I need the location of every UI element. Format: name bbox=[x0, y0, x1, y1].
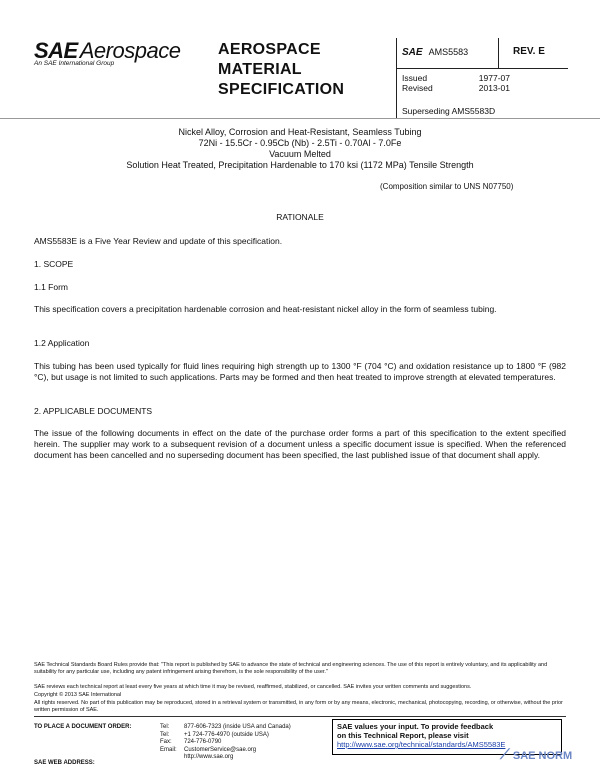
title-line: MATERIAL bbox=[218, 61, 302, 78]
email-link[interactable]: CustomerService@sae.org bbox=[184, 746, 257, 753]
footer-rule bbox=[34, 716, 566, 717]
title-line: AEROSPACE bbox=[218, 41, 321, 58]
section-1-1-text: This specification covers a precipitation hardenable corrosion and heat-resistant nickel alloy in the form of seamless tubing. bbox=[34, 304, 497, 314]
tel-value: 877-606-7323 (inside USA and Canada) bbox=[184, 724, 291, 730]
superseding-note: Superseding AMS5583D bbox=[402, 106, 496, 116]
composition-note: (Composition similar to UNS N07750) bbox=[380, 182, 514, 191]
document-number bbox=[402, 47, 468, 58]
section-2-heading: 2. APPLICABLE DOCUMENTS bbox=[34, 406, 153, 416]
sae-norm-watermark bbox=[500, 746, 572, 763]
email-label: Email: bbox=[160, 746, 177, 753]
web-address-label: SAE WEB ADDRESS: bbox=[34, 760, 95, 766]
document-type-title bbox=[218, 40, 344, 100]
logo-sae-text: SAE bbox=[34, 38, 78, 63]
footer-copyright: Copyright © 2013 SAE International bbox=[34, 692, 122, 698]
feedback-link[interactable]: http://www.sae.org/technical/standards/AMS5583E bbox=[337, 740, 506, 749]
logo-subtitle: An SAE International Group bbox=[34, 60, 115, 67]
section-1-1-heading: 1.1 Form bbox=[34, 282, 69, 292]
rationale-heading: RATIONALE bbox=[276, 212, 324, 222]
footer-review-note: SAE reviews each technical report at least every five years at which time it may be revised, reaffirmed, stabilized, or cancelled. SAE invites your written comments and suggestions. bbox=[34, 684, 472, 690]
order-label: TO PLACE A DOCUMENT ORDER: bbox=[34, 724, 132, 730]
watermark-logo-icon: ⟋ bbox=[500, 746, 510, 762]
footer-rights: All rights reserved. No part of this publication may be reproduced, stored in a retrieval system or transmitted, in any form or by any means, electronic, mechanical, photocopying, recording, or otherwise, without the prior written permission of SAE. bbox=[34, 700, 563, 713]
subject-line: Vacuum Melted bbox=[269, 149, 331, 159]
tel-label: Tel: bbox=[160, 724, 170, 730]
contact-info bbox=[160, 724, 291, 762]
doc-number-value: AMS5583 bbox=[428, 47, 469, 57]
issued-label: Issued bbox=[402, 73, 428, 83]
feedback-text: SAE values your input. To provide feedback bbox=[337, 722, 494, 731]
subject-line: Solution Heat Treated, Precipitation Hardenable to 170 ksi (1172 MPa) Tensile Strength bbox=[126, 160, 474, 170]
sae-mark: SAE bbox=[402, 47, 423, 58]
footer-disclaimer: SAE Technical Standards Board Rules provide that: "This report is published by SAE to advance the state of technical and engineering sciences. The use of this report is entirely voluntary, and its applicability and suitability for any particular use, including any patent infringement arising therefrom, is the sole responsibility of the user." bbox=[34, 662, 548, 675]
fax-label: Fax: bbox=[160, 739, 172, 745]
revision-label: REV. E bbox=[513, 46, 545, 57]
section-2-text: The issue of the following documents in effect on the date of the purchase order forms a part of this specification to the extent specified herein. The supplier may work to a subsequent revision of a document unless a specific document issue is specified. When the referenced document has been cancelled and no superseding document has been specified, the last published issue of that document shall apply. bbox=[34, 428, 566, 460]
revised-value: 2013-01 bbox=[478, 83, 510, 93]
subject-line: 72Ni - 15.5Cr - 0.95Cb (Nb) - 2.5Ti - 0.70Al - 7.0Fe bbox=[198, 138, 402, 148]
issue-dates bbox=[402, 73, 510, 93]
revised-label: Revised bbox=[402, 83, 433, 93]
header-divider bbox=[498, 38, 499, 68]
section-1-heading: 1. SCOPE bbox=[34, 259, 74, 269]
fax-value: 724-776-0790 bbox=[184, 739, 222, 745]
header-divider bbox=[396, 38, 397, 118]
tel2-value: +1 724-776-4970 (outside USA) bbox=[184, 731, 269, 738]
section-1-2-heading: 1.2 Application bbox=[34, 338, 90, 348]
header-divider bbox=[396, 68, 568, 69]
watermark-text: SAE NORM bbox=[512, 750, 573, 762]
issued-value: 1977-07 bbox=[478, 73, 510, 83]
feedback-text: on this Technical Report, please visit bbox=[337, 731, 469, 740]
subject-line: Nickel Alloy, Corrosion and Heat-Resistant, Seamless Tubing bbox=[178, 127, 422, 137]
title-line: SPECIFICATION bbox=[218, 81, 345, 98]
section-1-2-text: This tubing has been used typically for fluid lines requiring high strength up to 1300 °F (704 °C) and oxidation resistance up to 1800 °F (982 °C), but usage is not limited to such applications. Parts may be formed and then heat treated to improve strength at elevated temperatures. bbox=[34, 361, 566, 382]
rationale-text: AMS5583E is a Five Year Review and update of this specification. bbox=[34, 236, 283, 246]
logo-aerospace-text: Aerospace bbox=[79, 38, 181, 63]
header-rule bbox=[0, 118, 600, 119]
document-subject bbox=[60, 127, 540, 171]
tel-label: Tel: bbox=[160, 731, 170, 738]
website-link[interactable]: http://www.sae.org bbox=[184, 754, 234, 760]
